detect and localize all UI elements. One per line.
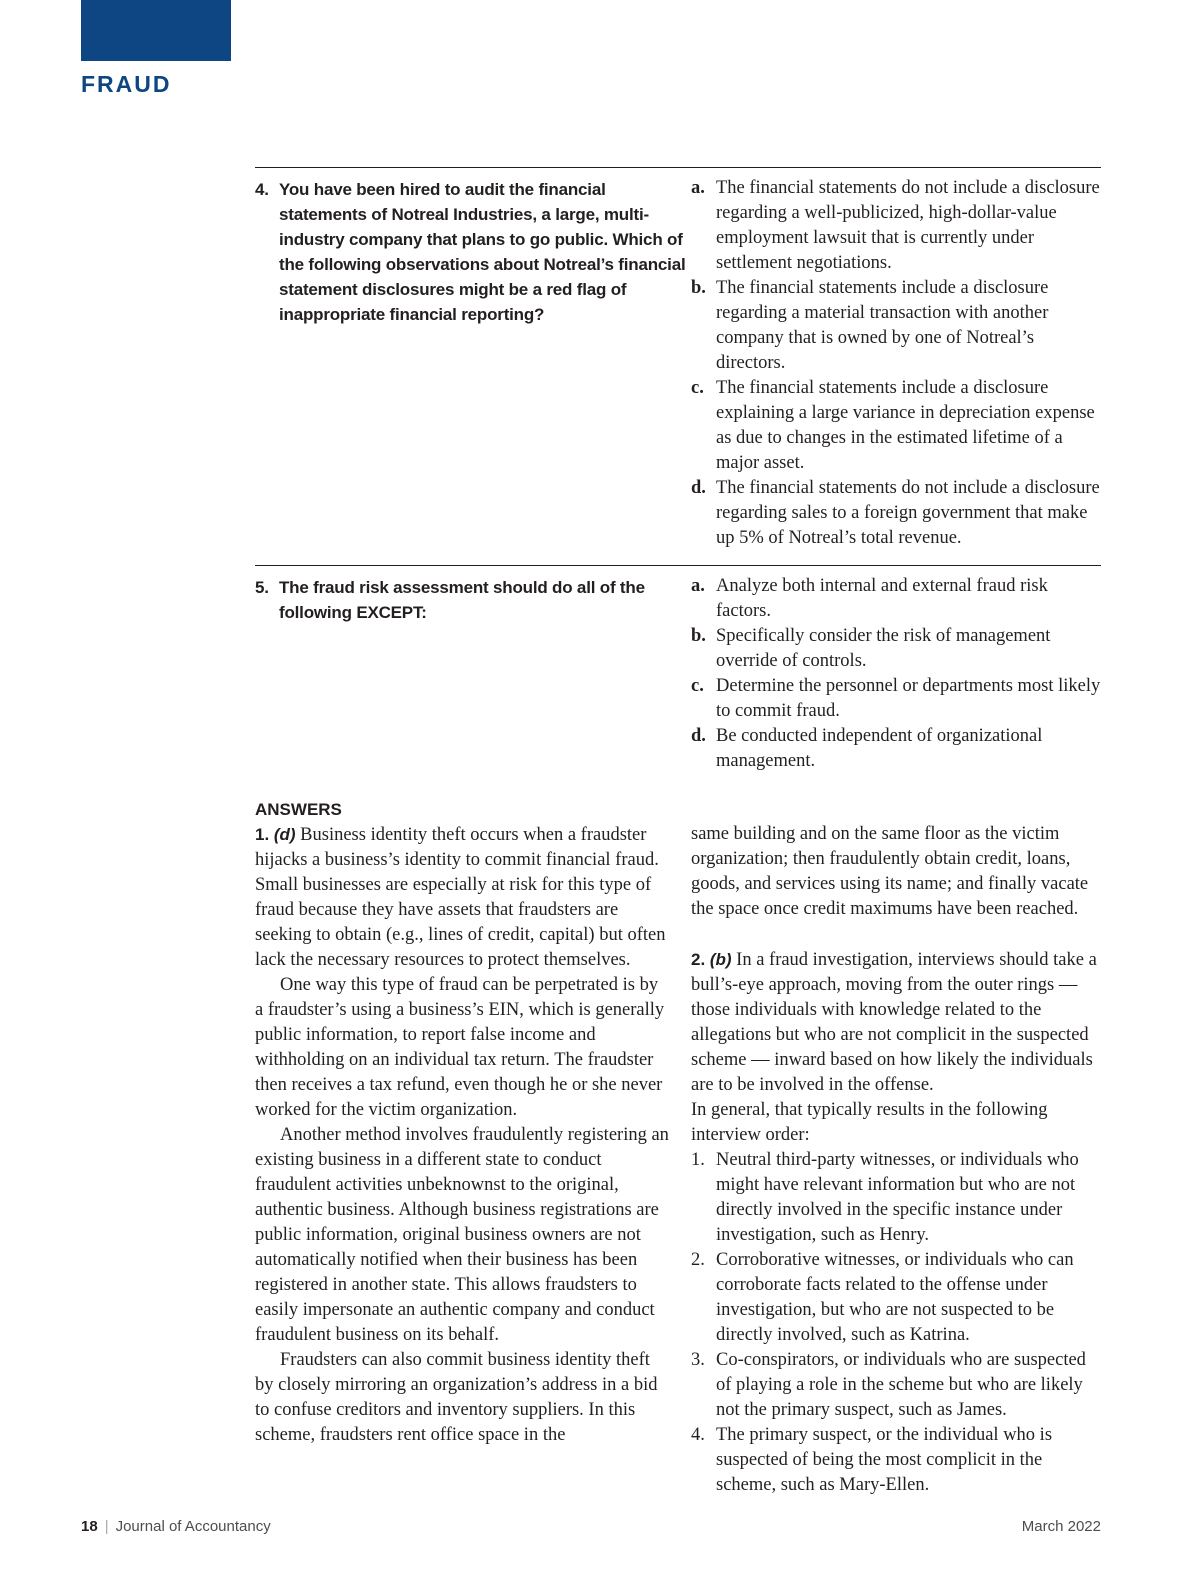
question-4-stem: You have been hired to audit the financial statements of Notreal Industries, a large, multi-industry company that plans to go public. Which of the following observations about Notreal’s financial statement disclosures might be a red flag of inappropriate financial reporting? bbox=[279, 180, 686, 324]
answers-right-column bbox=[691, 822, 1103, 1498]
answers-left-column bbox=[255, 822, 670, 1448]
issue-date: March 2022 bbox=[1021, 1518, 1101, 1535]
publication-name: Journal of Accountancy bbox=[115, 1518, 271, 1535]
option-text: Specifically consider the risk of management override of controls. bbox=[716, 626, 1051, 671]
list-item-text: Co-conspirators, or individuals who are suspected of playing a role in the scheme but who are likely not the primary suspect, such as James. bbox=[716, 1350, 1086, 1420]
option-text: The financial statements do not include a disclosure regarding sales to a foreign government that make up 5% of Notreal’s total revenue. bbox=[716, 478, 1100, 548]
option-letter: d. bbox=[691, 726, 706, 746]
list-item-number: 3. bbox=[691, 1350, 705, 1370]
answer-1-paragraph-1 bbox=[255, 822, 670, 973]
question-4-number: 4. bbox=[255, 180, 269, 199]
answer-1-number: 1. bbox=[255, 825, 270, 844]
option-letter: b. bbox=[691, 626, 706, 646]
option-letter: c. bbox=[691, 676, 704, 696]
footer-left bbox=[81, 1518, 271, 1535]
question-5-option-c bbox=[691, 674, 1103, 724]
question-5-text bbox=[255, 575, 694, 625]
question-4-option-c bbox=[691, 376, 1103, 476]
question-4-option-b bbox=[691, 276, 1103, 376]
answers-heading: ANSWERS bbox=[255, 800, 342, 819]
question-5-number: 5. bbox=[255, 578, 269, 597]
list-item-text: Neutral third-party witnesses, or individuals who might have relevant information but who are not directly involved in the specific instance under investigation, such as Henry. bbox=[716, 1150, 1079, 1245]
option-letter: a. bbox=[691, 576, 705, 596]
option-text: The financial statements include a disclosure explaining a large variance in depreciation expense as due to changes in the estimated lifetime of a major asset. bbox=[716, 378, 1095, 473]
list-item-text: Corroborative witnesses, or individuals who can corroborate facts related to the offense under investigation, but who are not suspected to be directly involved, such as Katrina. bbox=[716, 1250, 1074, 1345]
question-5-stem: The fraud risk assessment should do all of the following EXCEPT: bbox=[279, 578, 645, 622]
answer-1-paragraph-4-continued: same building and on the same floor as the victim organization; then fraudulently obtain credit, loans, goods, and services using its name; and finally vacate the space once credit maximums have been reached. bbox=[691, 824, 1089, 919]
header-color-block bbox=[81, 0, 231, 61]
option-text: Analyze both internal and external fraud risk factors. bbox=[716, 576, 1048, 621]
answer-2-number: 2. bbox=[691, 950, 706, 969]
answer-1-paragraph-3: Another method involves fraudulently registering an existing business in a different state to conduct fraudulent activities unbeknownst to the original, authentic business. Although business registrations are public information, original business owners are not automatically notified when their business has been registered in another state. This allows fraudsters to easily impersonate an authentic company and conduct fraudulent business on its behalf. bbox=[255, 1125, 669, 1345]
option-letter: a. bbox=[691, 178, 705, 198]
option-text: Determine the personnel or departments most likely to commit fraud. bbox=[716, 676, 1101, 721]
list-item bbox=[691, 1148, 1103, 1248]
list-item bbox=[691, 1248, 1103, 1348]
answer-1-paragraph-4: Fraudsters can also commit business identity theft by closely mirroring an organization’s address in a bid to confuse creditors and inventory suppliers. In this scheme, fraudsters rent office space in the bbox=[255, 1350, 658, 1445]
answer-1-paragraph-2: One way this type of fraud can be perpetrated is by a fraudster’s using a business’s EIN, which is generally public information, to report false income and withholding on an individual tax return. The fraudster then receives a tax refund, even though he or she never worked for the victim organization. bbox=[255, 975, 665, 1120]
option-text: Be conducted independent of organizational management. bbox=[716, 726, 1043, 771]
question-4-text bbox=[255, 177, 694, 327]
list-item bbox=[691, 1423, 1103, 1498]
option-letter: d. bbox=[691, 478, 706, 498]
option-letter: b. bbox=[691, 278, 706, 298]
question-4-options bbox=[691, 176, 1103, 551]
answer-1-text: Business identity theft occurs when a fraudster hijacks a business’s identity to commit financial fraud. Small businesses are especially at risk for this type of fraud because they have assets that fraudsters are seeking to obtain (e.g., lines of credit, capital) but often lack the necessary resources to protect themselves. bbox=[255, 825, 666, 970]
interview-order-list bbox=[691, 1148, 1103, 1498]
page-number: 18 bbox=[81, 1518, 98, 1535]
question-5 bbox=[255, 565, 1101, 781]
list-item-number: 1. bbox=[691, 1150, 705, 1170]
question-4-option-d bbox=[691, 476, 1103, 551]
question-5-option-b bbox=[691, 624, 1103, 674]
question-5-options bbox=[691, 574, 1103, 774]
answer-2-paragraph-1 bbox=[691, 947, 1103, 1098]
question-5-option-a bbox=[691, 574, 1103, 624]
section-label: FRAUD bbox=[81, 71, 172, 97]
footer-separator: | bbox=[104, 1518, 109, 1535]
option-letter: c. bbox=[691, 378, 704, 398]
list-item-text: The primary suspect, or the individual who is suspected of being the most complicit in the scheme, such as Mary-Ellen. bbox=[716, 1425, 1053, 1495]
list-item bbox=[691, 1348, 1103, 1423]
list-item-number: 2. bbox=[691, 1250, 705, 1270]
answer-2-letter: (b) bbox=[709, 950, 732, 969]
answer-2-paragraph-2: In general, that typically results in the following interview order: bbox=[691, 1100, 1048, 1145]
answer-1-letter: (d) bbox=[273, 825, 296, 844]
question-4 bbox=[255, 167, 1101, 553]
option-text: The financial statements include a disclosure regarding a material transaction with another company that is owned by one of Notreal’s directors. bbox=[716, 278, 1049, 373]
question-5-option-d bbox=[691, 724, 1103, 774]
list-item-number: 4. bbox=[691, 1425, 705, 1445]
question-4-option-a bbox=[691, 176, 1103, 276]
answer-2-text: In a fraud investigation, interviews should take a bull’s-eye approach, moving from the outer rings — those individuals with knowledge related to the allegations but who are not complicit in the suspected scheme — inward based on how likely the individuals are to be involved in the offense. bbox=[691, 950, 1097, 1095]
option-text: The financial statements do not include a disclosure regarding a well-publicized, high-dollar-value employment lawsuit that is currently under settlement negotiations. bbox=[716, 178, 1100, 273]
